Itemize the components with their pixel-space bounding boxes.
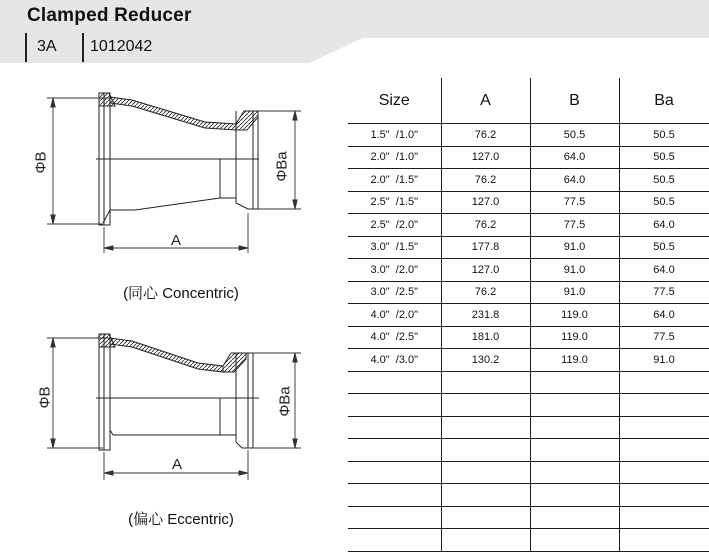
cell-size: 2.0" /1.0": [348, 146, 441, 169]
table-row-empty: [348, 416, 709, 439]
divider-bar: [82, 33, 84, 62]
standard-label: 3A: [37, 38, 57, 55]
cell-a: 231.8: [441, 304, 530, 327]
cell-a: 177.8: [441, 236, 530, 259]
cell-b: 77.5: [530, 191, 619, 214]
cell-empty: [530, 484, 619, 507]
cell-empty: [530, 461, 619, 484]
cell-a: 76.2: [441, 169, 530, 192]
col-header-ba: Ba: [619, 78, 709, 124]
cell-ba: 77.5: [619, 326, 709, 349]
table-row: [348, 326, 709, 349]
col-header-size: Size: [348, 78, 441, 124]
cell-ba: 91.0: [619, 349, 709, 372]
dim-label-phi-b: ΦB: [32, 151, 50, 174]
cell-ba: 64.0: [619, 304, 709, 327]
table-row: [348, 259, 709, 282]
cell-empty: [348, 506, 441, 529]
table-row-empty: [348, 506, 709, 529]
cell-ba: 50.5: [619, 236, 709, 259]
spec-table-body: [348, 124, 709, 552]
cell-b: 64.0: [530, 146, 619, 169]
cell-ba: 50.5: [619, 146, 709, 169]
cell-empty: [619, 506, 709, 529]
table-row: [348, 349, 709, 372]
cell-ba: 50.5: [619, 124, 709, 147]
cell-ba: 50.5: [619, 169, 709, 192]
dim-label-a: A: [171, 456, 182, 473]
cell-b: 119.0: [530, 326, 619, 349]
cell-a: 76.2: [441, 124, 530, 147]
page-title: Clamped Reducer: [27, 5, 192, 26]
table-row: [348, 169, 709, 192]
spec-table: [348, 78, 709, 552]
cell-empty: [619, 394, 709, 417]
table-row-empty: [348, 371, 709, 394]
col-header-b: B: [530, 78, 619, 124]
cell-size: 2.5" /2.0": [348, 214, 441, 237]
cell-size: 1.5" /1.0": [348, 124, 441, 147]
cell-empty: [441, 461, 530, 484]
cell-empty: [441, 484, 530, 507]
cell-size: 3.0" /2.0": [348, 259, 441, 282]
cell-a: 127.0: [441, 259, 530, 282]
cell-empty: [619, 439, 709, 462]
cell-size: 2.0" /1.5": [348, 169, 441, 192]
col-header-a: A: [441, 78, 530, 124]
cell-a: 76.2: [441, 214, 530, 237]
table-row-empty: [348, 394, 709, 417]
cell-ba: 64.0: [619, 259, 709, 282]
divider-bar: [25, 33, 27, 62]
part-number: 1012042: [90, 38, 153, 55]
cell-a: 76.2: [441, 281, 530, 304]
cell-empty: [441, 394, 530, 417]
cell-empty: [441, 416, 530, 439]
dim-label-phi-ba: ΦBa: [273, 151, 291, 182]
cell-empty: [348, 416, 441, 439]
concentric-caption: (同心 Concentric): [123, 285, 239, 302]
cell-empty: [348, 371, 441, 394]
cell-b: 119.0: [530, 349, 619, 372]
cell-empty: [441, 439, 530, 462]
cell-size: 3.0" /1.5": [348, 236, 441, 259]
cell-empty: [619, 484, 709, 507]
table-row: [348, 124, 709, 147]
dim-label-phi-ba: ΦBa: [276, 386, 294, 417]
cell-empty: [619, 416, 709, 439]
cell-empty: [348, 461, 441, 484]
table-row-empty: [348, 484, 709, 507]
table-row: [348, 191, 709, 214]
cell-a: 181.0: [441, 326, 530, 349]
cell-ba: 50.5: [619, 191, 709, 214]
cell-b: 91.0: [530, 259, 619, 282]
table-row: [348, 281, 709, 304]
cell-empty: [619, 461, 709, 484]
cell-empty: [348, 394, 441, 417]
cell-empty: [530, 506, 619, 529]
cell-size: 4.0" /2.0": [348, 304, 441, 327]
table-row-empty: [348, 439, 709, 462]
cell-empty: [530, 394, 619, 417]
cell-a: 127.0: [441, 191, 530, 214]
cell-b: 64.0: [530, 169, 619, 192]
table-row: [348, 146, 709, 169]
table-row-empty: [348, 461, 709, 484]
eccentric-caption: (偏心 Eccentric): [128, 511, 234, 528]
cell-empty: [348, 439, 441, 462]
cell-ba: 64.0: [619, 214, 709, 237]
cell-empty: [530, 416, 619, 439]
cell-empty: [530, 371, 619, 394]
cell-a: 127.0: [441, 146, 530, 169]
cell-ba: 77.5: [619, 281, 709, 304]
table-header-row: [348, 78, 709, 124]
cell-size: 3.0" /2.5": [348, 281, 441, 304]
cell-size: 4.0" /2.5": [348, 326, 441, 349]
cell-b: 91.0: [530, 281, 619, 304]
cell-b: 77.5: [530, 214, 619, 237]
cell-a: 130.2: [441, 349, 530, 372]
cell-empty: [530, 439, 619, 462]
cell-empty: [348, 484, 441, 507]
cell-empty: [441, 506, 530, 529]
dim-label-phi-b: ΦB: [36, 386, 54, 409]
table-row: [348, 214, 709, 237]
table-row: [348, 236, 709, 259]
cell-empty: [619, 371, 709, 394]
cell-b: 91.0: [530, 236, 619, 259]
cell-size: 4.0" /3.0": [348, 349, 441, 372]
cell-empty: [441, 371, 530, 394]
table-row: [348, 304, 709, 327]
cell-size: 2.5" /1.5": [348, 191, 441, 214]
dim-label-a: A: [170, 232, 181, 249]
cell-b: 119.0: [530, 304, 619, 327]
cell-b: 50.5: [530, 124, 619, 147]
